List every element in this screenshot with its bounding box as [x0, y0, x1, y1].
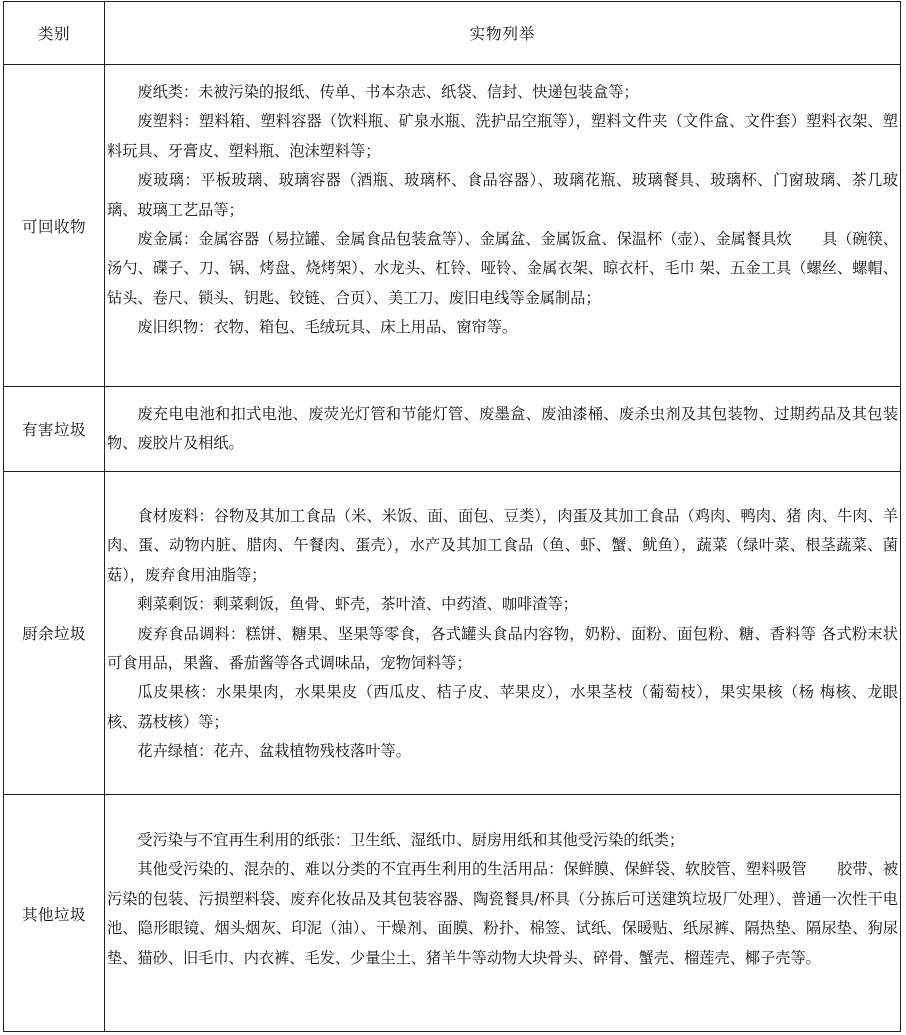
paragraph: 剩菜剩饭：剩菜剩饭，鱼骨、虾壳，茶叶渣、中药渣、咖啡渣等； [137, 595, 578, 614]
row-divider [4, 64, 900, 65]
paragraph: 废旧织物：衣物、箱包、毛绒玩具、床上用品、窗帘等。 [137, 318, 518, 337]
paragraph: 废塑料：塑料箱、塑料容器（饮料瓶、矿泉水瓶、洗护品空瓶等），塑料文件夹（文件盒、文件套）塑料衣架、塑料玩具、牙膏皮、塑料瓶、泡沫塑料等； [107, 112, 898, 160]
paragraph: 废充电电池和扣式电池、废荧光灯管和节能灯管、废墨盒、废油漆桶、废杀虫剂及其包装物、过期药品及其包装物、废胶片及相纸。 [107, 405, 898, 453]
paragraph: 废玻璃：平板玻璃、玻璃容器（酒瓶、玻璃杯、食品容器）、玻璃花瓶、玻璃餐具、玻璃杯、门窗玻璃、茶几玻璃、玻璃工艺品等； [107, 171, 898, 219]
paragraph: 废弃食品调料：糕饼、糖果、坚果等零食，各式罐头食品内容物，奶粉、面粉、面包粉、糖、香料等 各式粉末状可食用品，果酱、番茄酱等各式调味品，宠物饲料等； [107, 624, 898, 673]
other-items [105, 826, 900, 973]
paragraph: 瓜皮果核：水果果肉，水果果皮（西瓜皮、桔子皮、苹果皮），水果茎枝（葡萄枝），果实果核（杨 梅核、龙眼核、荔枝核）等； [107, 683, 898, 731]
row-divider [4, 794, 900, 795]
header-items: 实物列举 [469, 25, 536, 43]
paragraph: 受污染与不宜再生利用的纸张：卫生纸、湿纸巾、厨房用纸和其他受污染的纸类； [137, 831, 685, 849]
row-divider [4, 471, 900, 472]
category-recyclable: 可回收物 [21, 217, 86, 236]
paragraph: 废金属：金属容器（易拉罐、金属食品包装盒等）、金属盆、金属饭盒、保温杯（壶）、金属餐具炊 具（碗筷、汤勺、碟子、刀、锅、烤盘、烧烤架）、水龙头、杠铃、哑铃、金属衣架、晾衣杆、毛巾 架、五金工具（螺丝、螺帽、钻头、卷尺、锁头、钥匙、铰链、合页）、美工刀、废旧电线等金属制品； [107, 230, 898, 307]
category-hazardous: 有害垃圾 [21, 421, 86, 439]
paragraph: 废纸类：未被污染的报纸、传单、书本杂志、纸袋、信封、快递包装盒等； [137, 83, 639, 101]
paragraph: 食材废料：谷物及其加工食品（米、米饭、面、面包、豆类），肉蛋及其加工食品（鸡肉、鸭肉、猪 肉、牛肉、羊肉、蛋、动物内脏、腊肉、午餐肉、蛋壳），水产及其加工食品（鱼、虾、蟹、鱿鱼），蔬菜（绿叶菜、根茎蔬菜、菌菇），废弃食用油脂等； [107, 507, 898, 584]
classification-table [3, 1, 901, 1032]
category-other: 其他垃圾 [21, 906, 86, 924]
category-kitchen: 厨余垃圾 [21, 625, 86, 643]
row-divider [4, 386, 900, 387]
hazardous-items [105, 400, 900, 459]
kitchen-items [105, 502, 900, 767]
recyclable-items [105, 78, 900, 343]
header-category: 类别 [37, 25, 70, 43]
paragraph: 其他受污染的、混杂的、难以分类的不宜再生利用的生活用品：保鲜膜、保鲜袋、软胶管、塑料吸管 胶带、被污染的包装、污损塑料袋、废弃化妆品及其包装容器、陶瓷餐具/杯具（分拣后可送建筑垃圾厂处理）、普通一次性干电池、隐形眼镜、烟头烟灰、印泥（油）、干燥剂、面膜、粉扑、棉签、试纸、保暖贴、纸尿裤、隔热垫、隔尿垫、狗尿垫、猫砂、旧毛巾、内衣裤、毛发、少量尘土、猪羊牛等动物大块骨头、碎骨、蟹壳、榴莲壳、椰子壳等。 [107, 860, 898, 967]
paragraph: 花卉绿植：花卉、盆栽植物残枝落叶等。 [137, 742, 411, 761]
